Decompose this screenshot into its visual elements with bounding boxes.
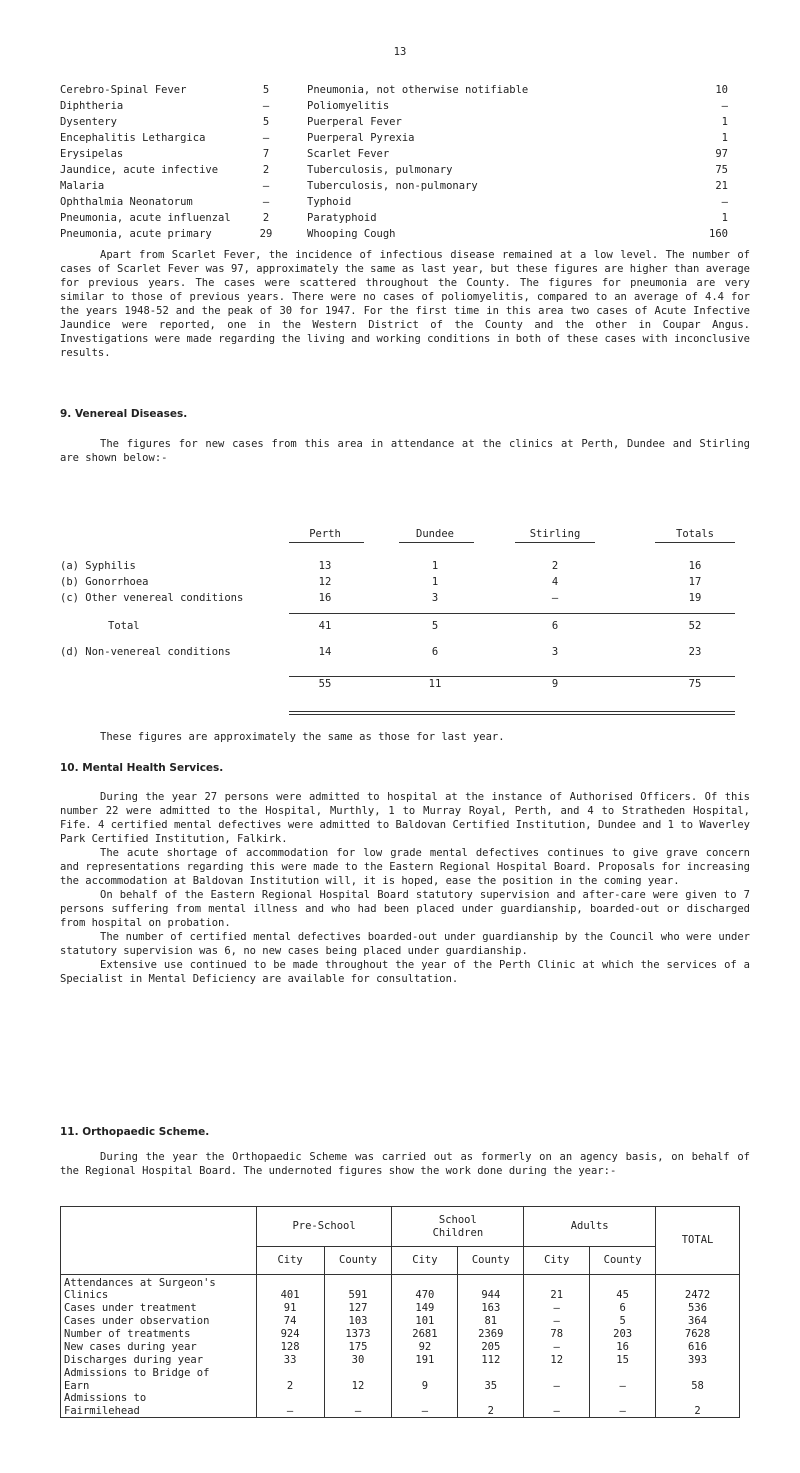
disease-name: Pneumonia, acute primary <box>60 228 212 240</box>
disease-name: Puerperal Pyrexia <box>307 132 415 144</box>
disease-name: Cerebro-Spinal Fever <box>60 84 187 96</box>
ortho-cell: – <box>590 1392 656 1418</box>
ortho-cell: – <box>590 1367 656 1392</box>
vd-row-label: (d) Non-venereal conditions <box>60 646 231 658</box>
vd-cell: 9 <box>551 678 559 690</box>
section-11-intro: During the year the Orthopaedic Scheme was carried out as formerly on an agency basis, on behalf of the Regional Hospital Board. The undernoted figures show the work done during the year:- <box>60 1151 750 1177</box>
ortho-label-line: Earn <box>64 1379 90 1392</box>
ortho-cell: 924 <box>256 1328 324 1341</box>
ortho-cell: 12 <box>524 1354 590 1367</box>
disease-name: Malaria <box>60 180 105 192</box>
section-9-heading: 9. Venereal Diseases. <box>60 408 188 420</box>
vd-cell: 41 <box>318 620 332 632</box>
ortho-group-school <box>392 1207 524 1247</box>
disease-count: 5 <box>262 116 270 128</box>
ortho-cell: 944 <box>458 1275 524 1303</box>
vd-col-totals: Totals <box>676 528 714 540</box>
notifiable-row <box>60 196 750 212</box>
vd-cell: 1 <box>431 576 439 588</box>
ortho-row <box>61 1275 740 1303</box>
disease-name: Typhoid <box>307 196 352 208</box>
vd-cell: 3 <box>551 646 559 658</box>
section-10-paragraph: The acute shortage of accommodation for low grade mental defectives continues to give grave concern and representations regarding this were made to the Eastern Regional Hospital Board. Proposals for increasing the accommodation at Baldovan Institution will, it is hoped, ease the position in the coming year. <box>60 847 750 887</box>
ortho-cell: 30 <box>324 1354 392 1367</box>
ortho-row <box>61 1302 740 1315</box>
disease-count: 1 <box>721 116 728 128</box>
disease-count: 2 <box>262 212 270 224</box>
ortho-cell: 5 <box>590 1315 656 1328</box>
vd-cell: 2 <box>551 560 559 572</box>
notifiable-row <box>60 100 750 116</box>
notifiable-row <box>60 84 750 100</box>
ortho-cell: 2681 <box>392 1328 458 1341</box>
ortho-cell: 1373 <box>324 1328 392 1341</box>
section-10-body <box>60 790 750 986</box>
ortho-row-label <box>61 1302 257 1315</box>
vd-col-dundee: Dundee <box>416 528 454 540</box>
ortho-cell: – <box>256 1392 324 1418</box>
ortho-cell: 92 <box>392 1341 458 1354</box>
vd-row-grand-total <box>60 678 750 694</box>
disease-count: – <box>262 180 270 192</box>
ortho-cell: – <box>524 1341 590 1354</box>
ortho-row-label <box>61 1354 257 1367</box>
disease-name: Encephalitis Lethargica <box>60 132 206 144</box>
disease-name: Paratyphoid <box>307 212 377 224</box>
ortho-group-total: TOTAL <box>656 1207 740 1275</box>
ortho-cell: 616 <box>656 1341 740 1354</box>
ortho-row <box>61 1367 740 1392</box>
vd-col-perth: Perth <box>309 528 341 540</box>
ortho-row <box>61 1328 740 1341</box>
vd-col-stirling: Stirling <box>529 528 581 540</box>
section-11-heading: 11. Orthopaedic Scheme. <box>60 1126 210 1138</box>
disease-name: Tuberculosis, non-pulmonary <box>307 180 478 192</box>
ortho-label-line: Number of treatments <box>64 1328 191 1341</box>
disease-count: 21 <box>715 180 728 192</box>
section-10-paragraph: On behalf of the Eastern Regional Hospital Board statutory supervision and after-care were given to 7 persons suffering from mental illness and who had been placed under guardianship, boarded-out or discharged from hospital on probation. <box>60 889 750 929</box>
ortho-cell: 78 <box>524 1328 590 1341</box>
vd-row-gonorrhoea <box>60 576 750 592</box>
notifiable-row <box>60 164 750 180</box>
disease-name: Erysipelas <box>60 148 124 160</box>
ortho-subcol: County <box>590 1247 656 1275</box>
disease-count: 1 <box>721 132 728 144</box>
ortho-cell: 103 <box>324 1315 392 1328</box>
ortho-cell: – <box>324 1392 392 1418</box>
ortho-subcol: City <box>392 1247 458 1275</box>
disease-count: – <box>721 196 728 208</box>
vd-cell: 1 <box>431 560 439 572</box>
disease-count: 7 <box>262 148 270 160</box>
notifiable-row <box>60 228 750 244</box>
notifiable-row <box>60 148 750 164</box>
vd-cell: 17 <box>688 576 702 588</box>
vd-row-label: (b) Gonorrhoea <box>60 576 149 588</box>
ortho-label-line: Cases under observation <box>64 1315 210 1328</box>
ortho-cell: 6 <box>590 1302 656 1315</box>
vd-cell: 4 <box>551 576 559 588</box>
ortho-cell: 35 <box>458 1367 524 1392</box>
ortho-row-label <box>61 1341 257 1354</box>
ortho-cell: – <box>524 1302 590 1315</box>
ortho-cell: 203 <box>590 1328 656 1341</box>
vd-header-row <box>60 528 750 560</box>
disease-count: 5 <box>262 84 270 96</box>
ortho-row-label <box>61 1392 257 1418</box>
ortho-subcol: City <box>524 1247 590 1275</box>
ortho-label-line: Admissions to Bridge of <box>64 1367 210 1379</box>
ortho-corner-cell <box>61 1207 257 1275</box>
disease-name: Poliomyelitis <box>307 100 390 112</box>
ortho-row-label <box>61 1275 257 1303</box>
disease-name: Dysentery <box>60 116 117 128</box>
ortho-cell: 101 <box>392 1315 458 1328</box>
section-9-outro: These figures are approximately the same as those for last year. <box>100 731 505 743</box>
ortho-cell: 58 <box>656 1367 740 1392</box>
disease-count: – <box>262 132 270 144</box>
section-10-heading: 10. Mental Health Services. <box>60 762 224 774</box>
ortho-cell: – <box>524 1315 590 1328</box>
ortho-cell: 2369 <box>458 1328 524 1341</box>
ortho-cell: 15 <box>590 1354 656 1367</box>
ortho-cell: – <box>392 1392 458 1418</box>
ortho-cell: – <box>524 1392 590 1418</box>
disease-name: Pneumonia, not otherwise notifiable <box>307 84 529 96</box>
ortho-row <box>61 1392 740 1418</box>
ortho-cell: 163 <box>458 1302 524 1315</box>
vd-cell: 12 <box>318 576 332 588</box>
disease-count: – <box>262 100 270 112</box>
vd-cell: 16 <box>688 560 702 572</box>
vd-cell: 14 <box>318 646 332 658</box>
ortho-cell: 127 <box>324 1302 392 1315</box>
ortho-cell: 191 <box>392 1354 458 1367</box>
disease-name: Jaundice, acute infective <box>60 164 219 176</box>
notifiable-row <box>60 180 750 196</box>
ortho-subcol: City <box>256 1247 324 1275</box>
notifiable-disease-list <box>60 84 750 244</box>
ortho-label-line: Discharges during year <box>64 1354 204 1367</box>
ortho-cell: 149 <box>392 1302 458 1315</box>
disease-count: – <box>262 196 270 208</box>
vd-cell: 3 <box>431 592 439 604</box>
disease-name: Whooping Cough <box>307 228 396 240</box>
section-10-paragraph: The number of certified mental defectives boarded-out under guardianship by the Council who were under statutory supervision was 6, no new cases being placed under guardianship. <box>60 931 750 957</box>
disease-count: – <box>721 100 728 112</box>
ortho-cell: 128 <box>256 1341 324 1354</box>
disease-count: 1 <box>721 212 728 224</box>
vd-row-syphilis <box>60 560 750 576</box>
vd-cell: 5 <box>431 620 439 632</box>
ortho-cell: 112 <box>458 1354 524 1367</box>
section-10-paragraph: Extensive use continued to be made throughout the year of the Perth Clinic at which the services of a Specialist in Mental Deficiency are available for consultation. <box>60 959 750 985</box>
disease-name: Ophthalmia Neonatorum <box>60 196 193 208</box>
disease-name: Puerperal Fever <box>307 116 402 128</box>
ortho-cell: 81 <box>458 1315 524 1328</box>
vd-cell: 75 <box>688 678 702 690</box>
disease-name: Diphtheria <box>60 100 124 112</box>
ortho-label-line: Cases under treatment <box>64 1302 197 1315</box>
ortho-cell: 45 <box>590 1275 656 1303</box>
ortho-cell: 470 <box>392 1275 458 1303</box>
ortho-cell: 2472 <box>656 1275 740 1303</box>
ortho-row-label <box>61 1328 257 1341</box>
vd-cell: 11 <box>428 678 442 690</box>
ortho-cell: – <box>524 1367 590 1392</box>
ortho-row <box>61 1341 740 1354</box>
ortho-label-line: New cases during year <box>64 1341 197 1354</box>
vd-row-other <box>60 592 750 608</box>
vd-cell: – <box>551 592 559 604</box>
vd-row-label: Total <box>108 620 140 632</box>
orthopaedic-table <box>60 1206 740 1418</box>
vd-row-total <box>60 620 750 636</box>
infectious-disease-paragraph: Apart from Scarlet Fever, the incidence of infectious disease remained at a low level. The number of cases of Scarlet Fever was 97, approximately the same as last year, but these figures are higher than average for previous years. The cases were scattered throughout the County. The figures for pneumonia are very similar to those of previous years. There were no cases of poliomyelitis, compared to an average of 4.4 for the years 1948-52 and the peak of 30 for 1947. For the first time in this area two cases of Acute Infective Jaundice were reported, one in the Western District of the County and the other in Coupar Angus. Investigations were made regarding the living and working conditions in both of these cases with inconclusive results. <box>60 249 750 359</box>
ortho-label-line: Attendances at Surgeon's <box>64 1276 216 1289</box>
ortho-cell: 591 <box>324 1275 392 1303</box>
vd-cell: 52 <box>688 620 702 632</box>
notifiable-row <box>60 212 750 228</box>
ortho-cell: 401 <box>256 1275 324 1303</box>
vd-cell: 55 <box>318 678 332 690</box>
disease-name: Scarlet Fever <box>307 148 390 160</box>
ortho-cell: 9 <box>392 1367 458 1392</box>
ortho-label-line: Admissions to <box>64 1392 147 1405</box>
vd-cell: 19 <box>688 592 702 604</box>
ortho-cell: 2 <box>656 1392 740 1418</box>
ortho-cell: 2 <box>458 1392 524 1418</box>
page-number: 13 <box>393 46 407 58</box>
disease-name: Pneumonia, acute influenzal <box>60 212 231 224</box>
disease-count: 2 <box>262 164 270 176</box>
section-10-paragraph: During the year 27 persons were admitted to hospital at the instance of Authorised Officers. Of this number 22 were admitted to the Hospital, Murthly, 1 to Murray Royal, Perth, and 4 to Stratheden Hospital, Fife. 4 certified mental defectives were admitted to Baldovan Certified Institution, Dundee and 1 to Waverley Park Certified Institution, Falkirk. <box>60 791 750 845</box>
ortho-cell: 393 <box>656 1354 740 1367</box>
disease-name: Tuberculosis, pulmonary <box>307 164 453 176</box>
disease-count: 97 <box>715 148 728 160</box>
vd-row-nonvenereal <box>60 646 750 662</box>
ortho-row <box>61 1315 740 1328</box>
vd-row-label: (a) Syphilis <box>60 560 136 572</box>
venereal-disease-table <box>60 528 750 694</box>
ortho-cell: 16 <box>590 1341 656 1354</box>
notifiable-row <box>60 132 750 148</box>
ortho-cell: 91 <box>256 1302 324 1315</box>
vd-cell: 6 <box>551 620 559 632</box>
ortho-group-preschool: Pre-School <box>256 1207 392 1247</box>
vd-cell: 16 <box>318 592 332 604</box>
ortho-subcol: County <box>458 1247 524 1275</box>
ortho-label-line: Fairmilehead <box>64 1404 140 1417</box>
section-9-intro: The figures for new cases from this area in attendance at the clinics at Perth, Dundee and Stirling are shown below:- <box>60 438 750 464</box>
vd-cell: 13 <box>318 560 332 572</box>
ortho-cell: 175 <box>324 1341 392 1354</box>
ortho-row-label <box>61 1367 257 1392</box>
ortho-group-adults: Adults <box>524 1207 656 1247</box>
ortho-row-label <box>61 1315 257 1328</box>
vd-cell: 6 <box>431 646 439 658</box>
ortho-group-school-label: School Children <box>432 1213 484 1239</box>
ortho-cell: 2 <box>256 1367 324 1392</box>
ortho-cell: 536 <box>656 1302 740 1315</box>
vd-cell: 23 <box>688 646 702 658</box>
ortho-label-line: Clinics <box>64 1289 109 1302</box>
vd-row-label: (c) Other venereal conditions <box>60 592 244 604</box>
disease-count: 29 <box>259 228 273 240</box>
disease-count: 75 <box>715 164 728 176</box>
ortho-cell: 364 <box>656 1315 740 1328</box>
disease-count: 160 <box>709 228 728 240</box>
ortho-cell: 21 <box>524 1275 590 1303</box>
ortho-row <box>61 1354 740 1367</box>
notifiable-row <box>60 116 750 132</box>
disease-count: 10 <box>715 84 728 96</box>
ortho-cell: 74 <box>256 1315 324 1328</box>
ortho-cell: 12 <box>324 1367 392 1392</box>
ortho-cell: 33 <box>256 1354 324 1367</box>
ortho-cell: 7628 <box>656 1328 740 1341</box>
ortho-cell: 205 <box>458 1341 524 1354</box>
ortho-subcol: County <box>324 1247 392 1275</box>
